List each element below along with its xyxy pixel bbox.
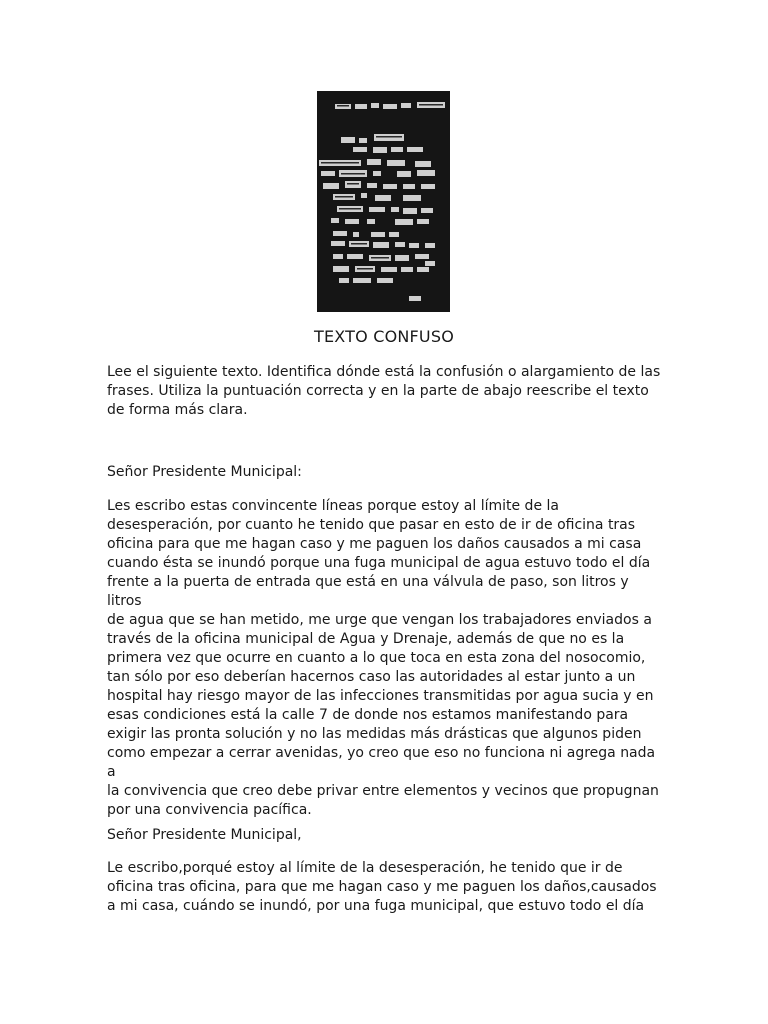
instructions-paragraph: Lee el siguiente texto. Identifica dónde está la confusión o alargamiento de las frases. Utiliza la puntuación correcta y en la parte de abajo reescribe el texto de forma más clara. bbox=[107, 364, 661, 418]
rewritten-letter-body: Le escribo,porqué estoy al límite de la desesperación, he tenido que ir de oficina tras oficina, para que me hagan caso y me paguen los daños,causados a mi casa, cuándo se inundó, por una fuga municipal, que estuvo todo el día bbox=[107, 860, 657, 914]
original-letter-greeting: Señor Presidente Municipal: bbox=[107, 464, 302, 480]
document-title: TEXTO CONFUSO bbox=[313, 327, 454, 346]
original-letter-body: Les escribo estas convincente líneas porque estoy al límite de la desesperación, por cuanto he tenido que pasar en esto de ir de oficina tras oficina para que me hagan caso y me paguen los daños causados a mi casa cuando ésta se inundó porque una fuga municipal de agua estuvo todo el día frente a la puerta de entrada que está en una válvula de paso, son litros y litros de agua que se han metido, me urge que vengan los trabajadores enviados a través de la oficina municipal de Agua y Drenaje, además de que no es la primera vez que ocurre en cuanto a lo que toca en esta zona del nosocomio, tan sólo por eso deberían hacernos caso las autoridades al estar junto a un hospital hay riesgo mayor de las infecciones transmitidas por agua sucia y en esas condiciones está la calle 7 de donde nos estamos manifestando para exigir las pronta solución y no las medidas más drásticas que algunos piden como empezar a cerrar avenidas, yo creo que eso no funciona ni agrega nada a la convivencia que creo debe privar entre elementos y vecinos que propugnan por una convivencia pacífica. bbox=[107, 498, 659, 818]
rewritten-letter-greeting: Señor Presidente Municipal, bbox=[107, 827, 302, 843]
word-collage-graphic bbox=[317, 91, 450, 312]
word-collage-image bbox=[317, 91, 450, 312]
